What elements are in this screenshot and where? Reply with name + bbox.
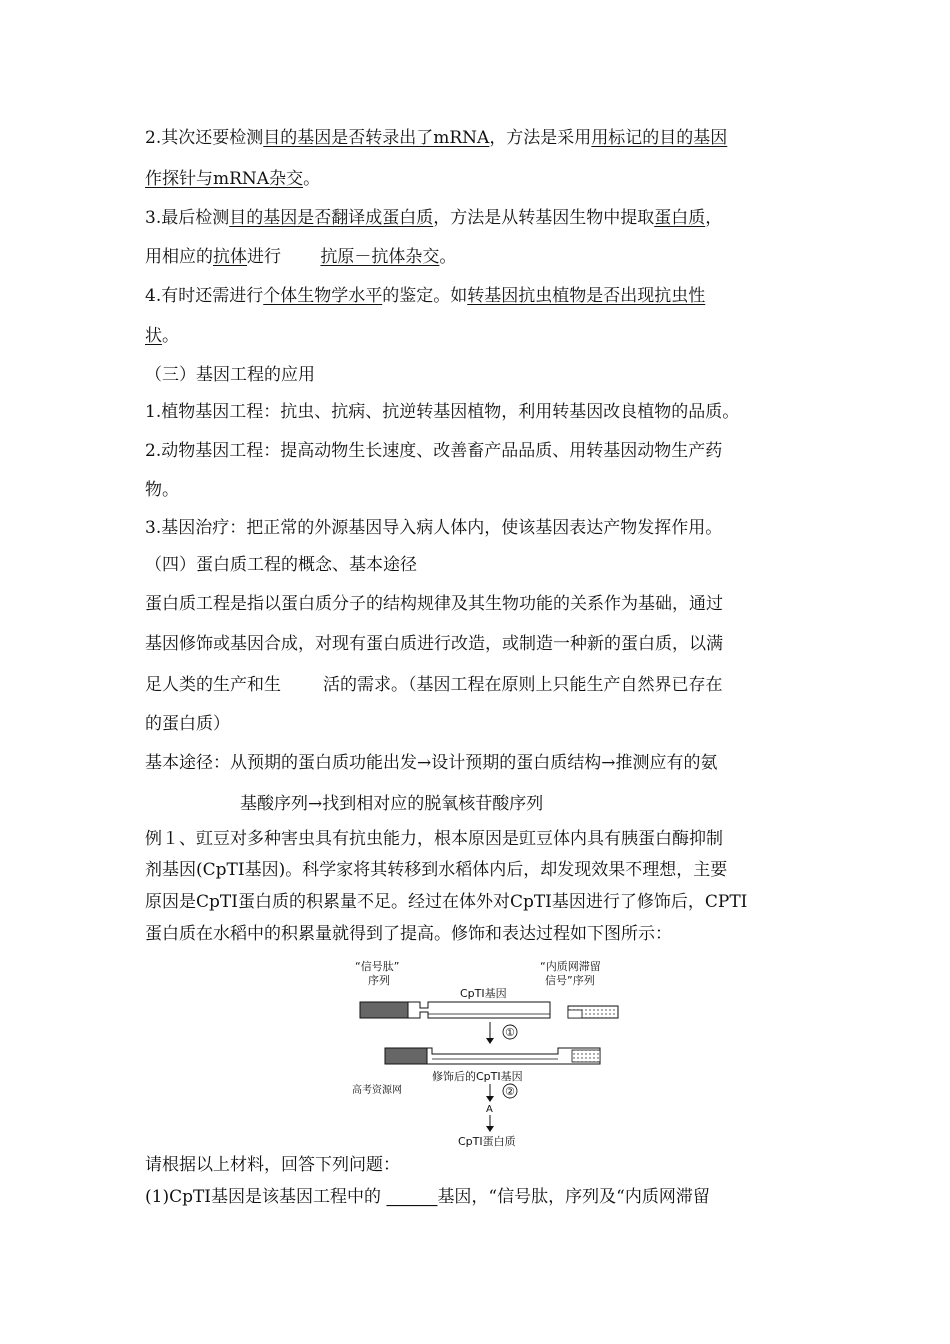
answer-blank: 个体生物学水平 [263, 286, 383, 306]
intermediate-label: A [486, 1104, 493, 1115]
step-1-label: ① [505, 1026, 515, 1039]
text-line: 2.其次还要检测目的基因是否转录出了mRNA，方法是采用用标记的目的基因 [145, 128, 728, 148]
er-signal-label: 信号”序列 [545, 974, 595, 987]
text-line: 蛋白质在水稻中的积累量就得到了提高。修饰和表达过程如下图所示： [145, 924, 672, 944]
answer-blank: 用标记的目的基因 [591, 128, 728, 148]
text-line: 4.有时还需进行个体生物学水平的鉴定。如转基因抗虫植物是否出现抗虫性 [145, 286, 706, 306]
text-line: 请根据以上材料，回答下列问题： [145, 1155, 400, 1175]
answer-blank: 目的基因是否转录出了mRNA [263, 128, 490, 148]
answer-blank: 抗体 [213, 247, 247, 267]
gene-label: CpTI基因 [460, 987, 507, 1000]
text-line: 的蛋白质） [145, 714, 230, 734]
text-line: 例１、豇豆对多种害虫具有抗虫能力，根本原因是豇豆体内具有胰蛋白酶抑制 [145, 829, 723, 849]
answer-blank: 转基因抗虫植物是否出现抗虫性 [467, 286, 706, 306]
text-line: 基酸序列→找到相对应的脱氧核苷酸序列 [240, 794, 544, 814]
answer-blank: 状 [145, 326, 162, 346]
signal-peptide-label: 序列 [368, 974, 390, 987]
modified-gene-construct [385, 1048, 600, 1064]
answer-blank: 抗原－抗体杂交 [320, 247, 440, 267]
text-line: 1.植物基因工程：抗虫、抗病、抗逆转基因植物，利用转基因改良植物的品质。 [145, 402, 740, 422]
text-line: 2.动物基因工程：提高动物生长速度、改善畜产品品质、用转基因动物生产药 [145, 441, 723, 461]
gene-modification-figure [340, 960, 640, 1150]
answer-blank: 作探针与mRNA杂交 [145, 169, 304, 189]
section-heading: （四）蛋白质工程的概念、基本途径 [145, 555, 417, 575]
question-line: (1)CpTI基因是该基因工程中的 ______基因，“信号肽，序列及“内质网滞留 [145, 1187, 710, 1207]
text-line: 用相应的抗体进行 抗原－抗体杂交。 [145, 247, 457, 267]
text-line: 蛋白质工程是指以蛋白质分子的结构规律及其生物功能的关系作为基础，通过 [145, 594, 723, 614]
modified-gene-label: 修饰后的CpTI基因 [432, 1070, 523, 1083]
answer-blank[interactable]: ______ [386, 1187, 438, 1207]
text-line: 基因修饰或基因合成，对现有蛋白质进行改造，或制造一种新的蛋白质，以满 [145, 634, 723, 654]
text-line: 3.最后检测目的基因是否翻译成蛋白质，方法是从转基因生物中提取蛋白质， [145, 208, 723, 228]
text-line: 状。 [145, 326, 179, 346]
text-line: 原因是CpTI蛋白质的积累量不足。经过在体外对CpTI基因进行了修饰后，CPTI [145, 892, 748, 912]
text-line: 作探针与mRNA杂交。 [145, 169, 321, 189]
er-signal-label: “内质网滞留 [540, 960, 601, 973]
answer-blank: 蛋白质 [654, 208, 706, 228]
original-gene-construct [360, 1002, 618, 1018]
text-line: 足人类的生产和生 活的需求。（基因工程在原则上只能生产自然界已存在 [145, 675, 723, 695]
text-line: 物。 [145, 480, 179, 500]
text-line: 3.基因治疗：把正常的外源基因导入病人体内，使该基因表达产物发挥作用。 [145, 518, 723, 538]
answer-blank: 目的基因是否翻译成蛋白质 [229, 208, 434, 228]
watermark: 高考资源网 [352, 1085, 402, 1096]
text-line: 基本途径：从预期的蛋白质功能出发→设计预期的蛋白质结构→推测应有的氨 [145, 753, 718, 773]
signal-peptide-label: “信号肽” [355, 960, 400, 973]
section-heading: （三）基因工程的应用 [145, 365, 315, 385]
step-2-label: ② [505, 1085, 515, 1098]
text-line: 剂基因(CpTI基因)。科学家将其转移到水稻体内后，却发现效果不理想，主要 [145, 860, 728, 880]
protein-label: CpTI蛋白质 [458, 1135, 516, 1148]
